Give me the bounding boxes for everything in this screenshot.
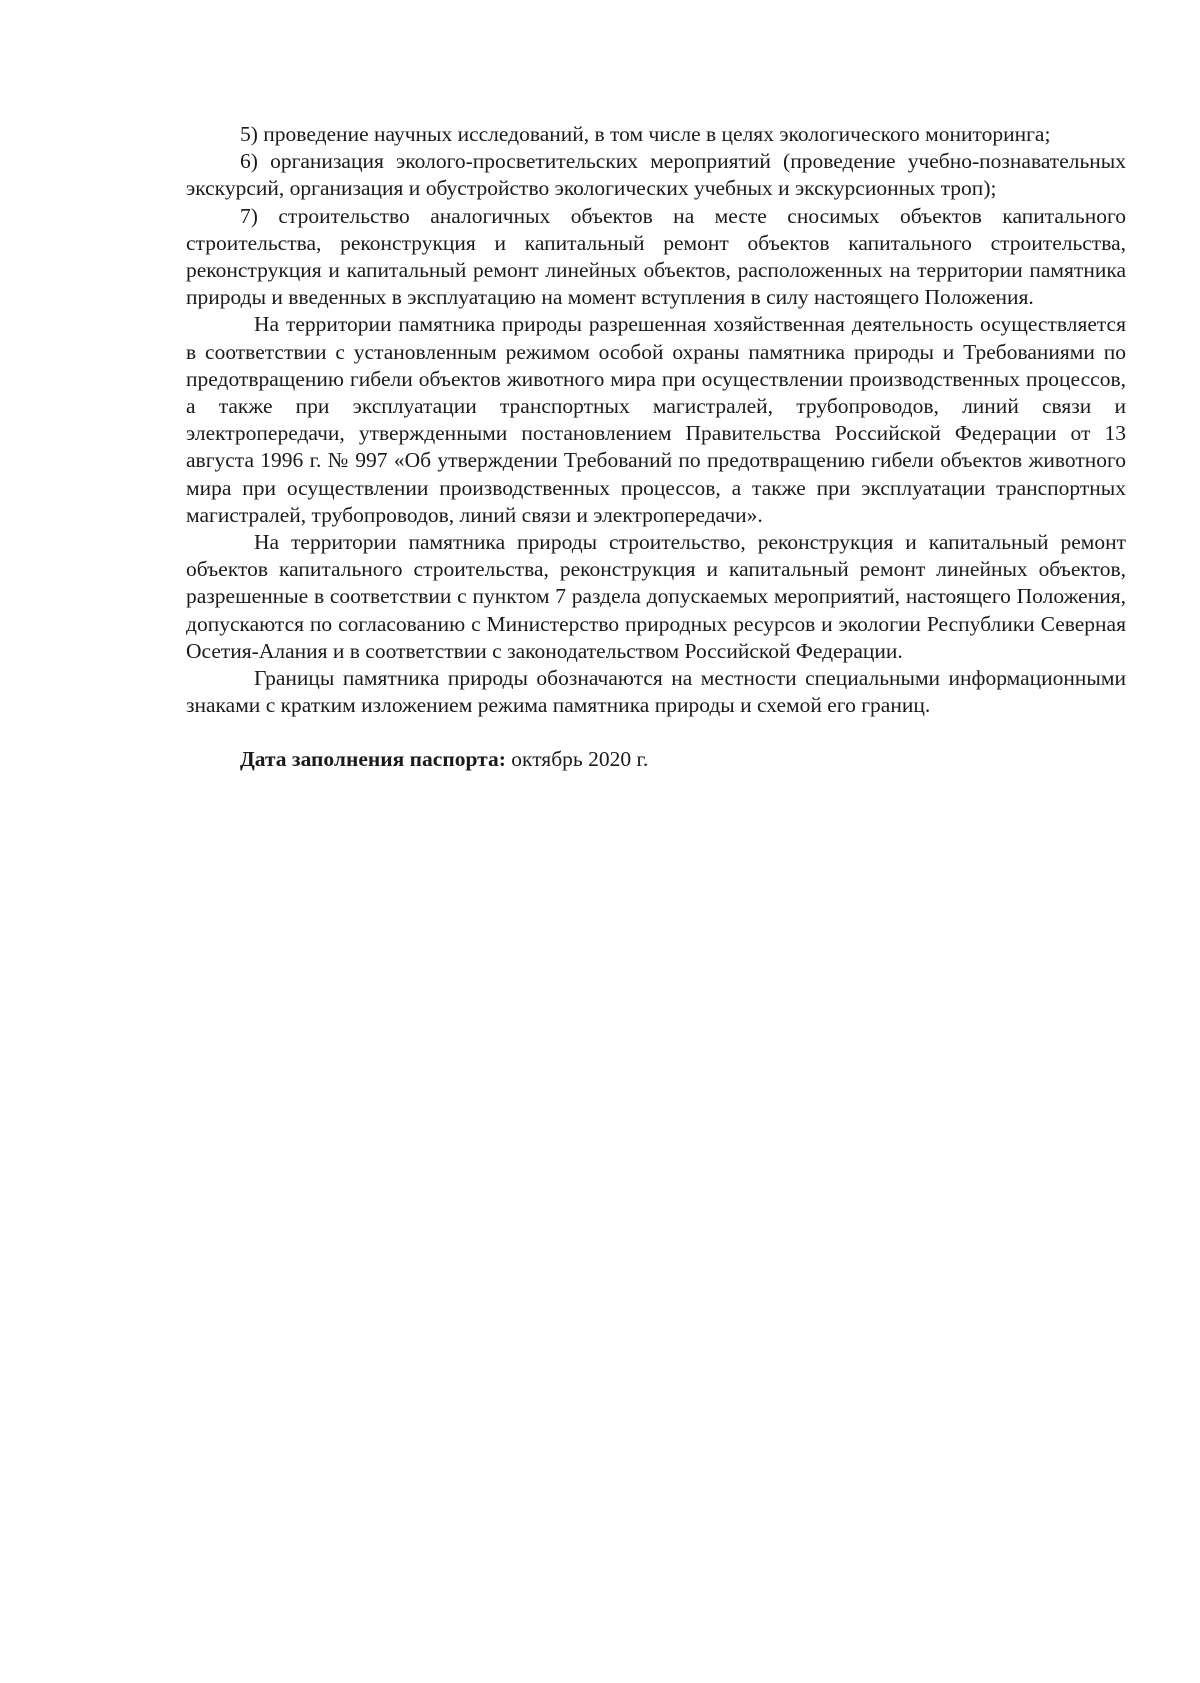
- list-item-5: 5) проведение научных исследований, в том числе в целях экологического мониторинга;: [240, 122, 1051, 146]
- fill-date-line: [186, 746, 1126, 773]
- paragraph-boundaries: Границы памятника природы обозначаются на местности специальными информационными знаками с кратким изложением режима памятника природы и схемой его границ.: [186, 666, 1126, 718]
- list-item-7: 7) строительство аналогичных объектов на месте сносимых объектов капитального строительства, реконструкция и капитальный ремонт объектов капитального строительства, реконструкция и капитальный ремонт линейных объектов, расположенных на территории памятника природы и введенных в эксплуатацию на момент вступления в силу настоящего Положения.: [186, 203, 1126, 310]
- paragraph-construction: На территории памятника природы строительство, реконструкция и капитальный ремонт объектов капитального строительства, реконструкция и капитальный ремонт линейных объектов, разрешенные в соответствии с пунктом 7 раздела допускаемых мероприятий, настоящего Положения, допускаются по согласованию с Министерство природных ресурсов и экологии Республики Северная Осетия-Алания и в соответствии с законодательством Российской Федерации.: [186, 530, 1126, 663]
- fill-date-label: Дата заполнения паспорта:: [240, 747, 506, 772]
- list-item-6: 6) организация эколого-просветительских мероприятий (проведение учебно-познавательных экскурсий, организация и обустройство экологических учебных и экскурсионных троп);: [186, 149, 1126, 201]
- document-body: [186, 121, 1126, 774]
- fill-date-value: октябрь 2020 г.: [505, 747, 649, 772]
- paragraph-economic-activity: На территории памятника природы разрешенная хозяйственная деятельность осуществляется в соответствии с установленным режимом особой охраны памятника природы и Требованиями по предотвращению гибели объектов животного мира при осуществлении производственных процессов, а также при эксплуатации транспортных магистралей, трубопроводов, линий связи и электропередачи, утвержденными постановлением Правительства Российской Федерации от 13 августа 1996 г. № 997 «Об утверждении Требований по предотвращению гибели объектов животного мира при осуществлении производственных процессов, а также при эксплуатации транспортных магистралей, трубопроводов, линий связи и электропередачи».: [186, 312, 1126, 527]
